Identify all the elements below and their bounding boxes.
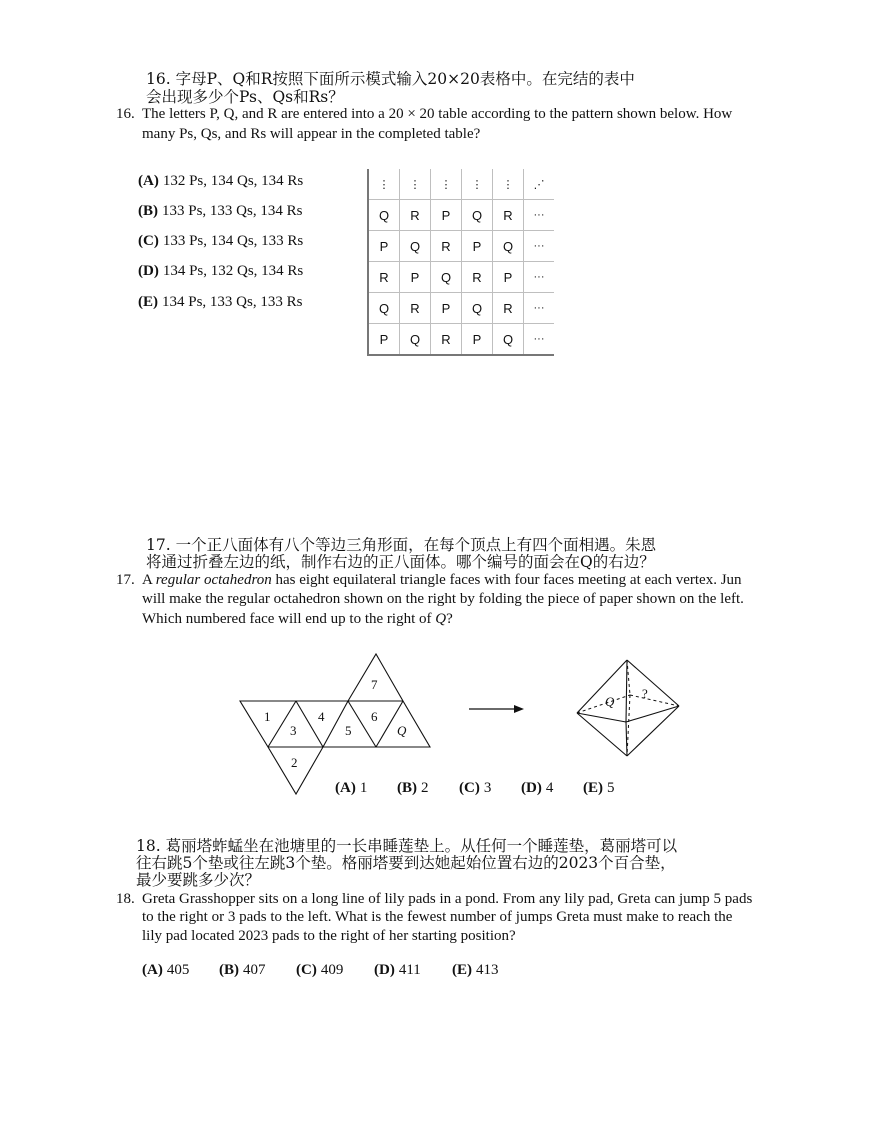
choice-label: (E) — [138, 294, 158, 310]
q18-english-line-3: lily pad located 2023 pads to the right of her starting position? — [142, 928, 516, 944]
q18-choice-e[interactable] — [452, 962, 499, 979]
choice-text: 134 Ps, 133 Qs, 133 Rs — [162, 294, 303, 310]
choice-label: (E) — [583, 780, 603, 796]
choice-text: 5 — [607, 780, 615, 796]
choice-label: (A) — [335, 780, 356, 796]
q17-english-line-2: will make the regular octahedron shown on the right by folding the piece of paper shown on the left. — [142, 591, 744, 607]
grid-cell: ··· — [524, 324, 555, 356]
choice-label: (B) — [138, 203, 158, 219]
grid-cell: R — [431, 231, 462, 262]
choice-label: (C) — [296, 962, 317, 978]
choice-label: (C) — [138, 233, 159, 249]
q18-choice-c[interactable] — [296, 962, 343, 979]
face-label-5: 5 — [345, 723, 352, 738]
grid-cell: R — [493, 200, 524, 231]
text-run: A — [142, 572, 156, 588]
net-edge — [348, 701, 376, 747]
face-label-4: 4 — [318, 709, 325, 724]
grid-cell: Q — [368, 293, 400, 324]
q16-english-line-1: The letters P, Q, and R are entered into a 20 × 20 table according to the pattern shown below. How — [142, 106, 733, 122]
choice-text: 411 — [398, 962, 421, 978]
q17-choice-b[interactable] — [397, 780, 429, 797]
octahedron-figure — [577, 660, 679, 756]
choice-label: (D) — [521, 780, 542, 796]
q17-chinese-line-2: 将通过折叠左边的纸，制作右边的正八面体。哪个编号的面会在Q的右边？ — [146, 553, 655, 571]
grid-cell: ··· — [524, 231, 555, 262]
grid-cell: Q — [368, 200, 400, 231]
grid-cell: R — [368, 262, 400, 293]
grid-cell: Q — [462, 200, 493, 231]
choice-label: (E) — [452, 962, 472, 978]
grid-cell: P — [462, 324, 493, 356]
q18-choice-b[interactable] — [219, 962, 266, 979]
net-edge — [296, 701, 323, 747]
grid-cell: Q — [400, 231, 431, 262]
grid-cell: Q — [431, 262, 462, 293]
q18-chinese-line-1: 18. 葛丽塔蚱蜢坐在池塘里的一长串睡莲垫上。从任何一个睡莲垫，葛丽塔可以 — [136, 837, 678, 855]
grid-cell: ··· — [524, 262, 555, 293]
face-label-6: 6 — [371, 709, 378, 724]
face-q-ref: Q — [435, 611, 447, 627]
choice-label: (B) — [219, 962, 239, 978]
face-label-2: 2 — [291, 755, 298, 770]
grid-cell: ⋮ — [493, 169, 524, 200]
choice-text: 3 — [483, 780, 492, 796]
grid-cell: ⋮ — [400, 169, 431, 200]
face-label-q: Q — [397, 723, 407, 738]
arrow-right-icon — [469, 705, 524, 713]
choice-text: 134 Ps, 132 Qs, 134 Rs — [162, 263, 304, 279]
grid-cell: R — [400, 200, 431, 231]
choice-label: (D) — [138, 263, 159, 279]
octa-label-q: Q — [605, 694, 615, 709]
choice-label: (B) — [397, 780, 417, 796]
choice-label: (D) — [374, 962, 395, 978]
grid-cell: P — [462, 231, 493, 262]
choice-text: 1 — [359, 780, 368, 796]
grid-cell: Q — [462, 293, 493, 324]
choice-text: 405 — [166, 962, 190, 978]
q18-chinese-line-3: 最少要跳多少次？ — [136, 871, 261, 889]
q16-chinese-line-2: 会出现多少个Ps、Qs和Rs？ — [146, 88, 344, 106]
q16-english-line-2: many Ps, Qs, and Rs will appear in the completed table? — [142, 126, 481, 142]
choice-text: 132 Ps, 134 Qs, 134 Rs — [162, 173, 304, 189]
choice-text: 133 Ps, 134 Qs, 133 Rs — [162, 233, 304, 249]
q16-number: 16. — [116, 106, 135, 122]
q17-chinese-line-1: 17. 一个正八面体有八个等边三角形面，在每个顶点上有四个面相遇。朱恩 — [146, 536, 657, 554]
grid-cell: ⋮ — [431, 169, 462, 200]
grid-cell: P — [493, 262, 524, 293]
grid-cell: R — [431, 324, 462, 356]
q18-english-line-2: to the right or 3 pads to the left. What is the fewest number of jumps Greta must make to reach the — [142, 909, 733, 925]
q17-choice-d[interactable] — [521, 780, 553, 797]
choice-label: (C) — [459, 780, 480, 796]
grid-cell: P — [431, 293, 462, 324]
choice-text: 133 Ps, 133 Qs, 134 Rs — [162, 203, 303, 219]
q18-number: 18. — [116, 891, 135, 907]
text-run: has eight equilateral triangle faces with four faces meeting at each vertex. Jun — [271, 572, 742, 588]
grid-cell: P — [431, 200, 462, 231]
choice-text: 4 — [545, 780, 554, 796]
grid-cell: Q — [493, 231, 524, 262]
q18-english-line-1: Greta Grasshopper sits on a long line of lily pads in a pond. From any lily pad, Greta can jump 5 pads — [142, 891, 753, 907]
grid-cell: Q — [400, 324, 431, 356]
q17-choice-a[interactable] — [335, 780, 367, 797]
choice-text: 2 — [421, 780, 429, 796]
text-run: Which numbered face will end up to the right of — [142, 611, 436, 627]
q17-choice-c[interactable] — [459, 780, 491, 797]
q16-chinese-line-1: 16. 字母P、Q和R按照下面所示模式输入20×20表格中。在完结的表中 — [146, 70, 635, 88]
grid-cell: P — [400, 262, 431, 293]
face-label-3: 3 — [290, 723, 297, 738]
choice-label: (A) — [142, 962, 163, 978]
grid-cell: ··· — [524, 200, 555, 231]
grid-cell: ··· — [524, 293, 555, 324]
grid-cell: R — [493, 293, 524, 324]
grid-cell: ⋮ — [462, 169, 493, 200]
grid-cell: R — [462, 262, 493, 293]
q18-choice-d[interactable] — [374, 962, 421, 979]
grid-cell: Q — [493, 324, 524, 356]
text-run: ? — [446, 611, 453, 627]
grid-cell: P — [368, 324, 400, 356]
term-regular-octahedron: regular octahedron — [155, 572, 272, 588]
q17-choice-e[interactable] — [583, 780, 615, 797]
choice-text: 407 — [243, 962, 266, 978]
octa-label-question: ? — [642, 686, 648, 701]
face-label-1: 1 — [264, 709, 271, 724]
q18-choice-a[interactable] — [142, 962, 189, 979]
q17-number: 17. — [116, 572, 135, 588]
grid-cell: ⋰ — [524, 169, 555, 200]
grid-cell: ⋮ — [368, 169, 400, 200]
q18-chinese-line-2: 往右跳5个垫或往左跳3个垫。格丽塔要到达她起始位置右边的2023个百合垫， — [136, 854, 676, 872]
choice-text: 413 — [476, 962, 499, 978]
grid-cell: P — [368, 231, 400, 262]
choice-label: (A) — [138, 173, 159, 189]
grid-cell: R — [400, 293, 431, 324]
face-label-7: 7 — [371, 677, 378, 692]
choice-text: 409 — [320, 962, 344, 978]
